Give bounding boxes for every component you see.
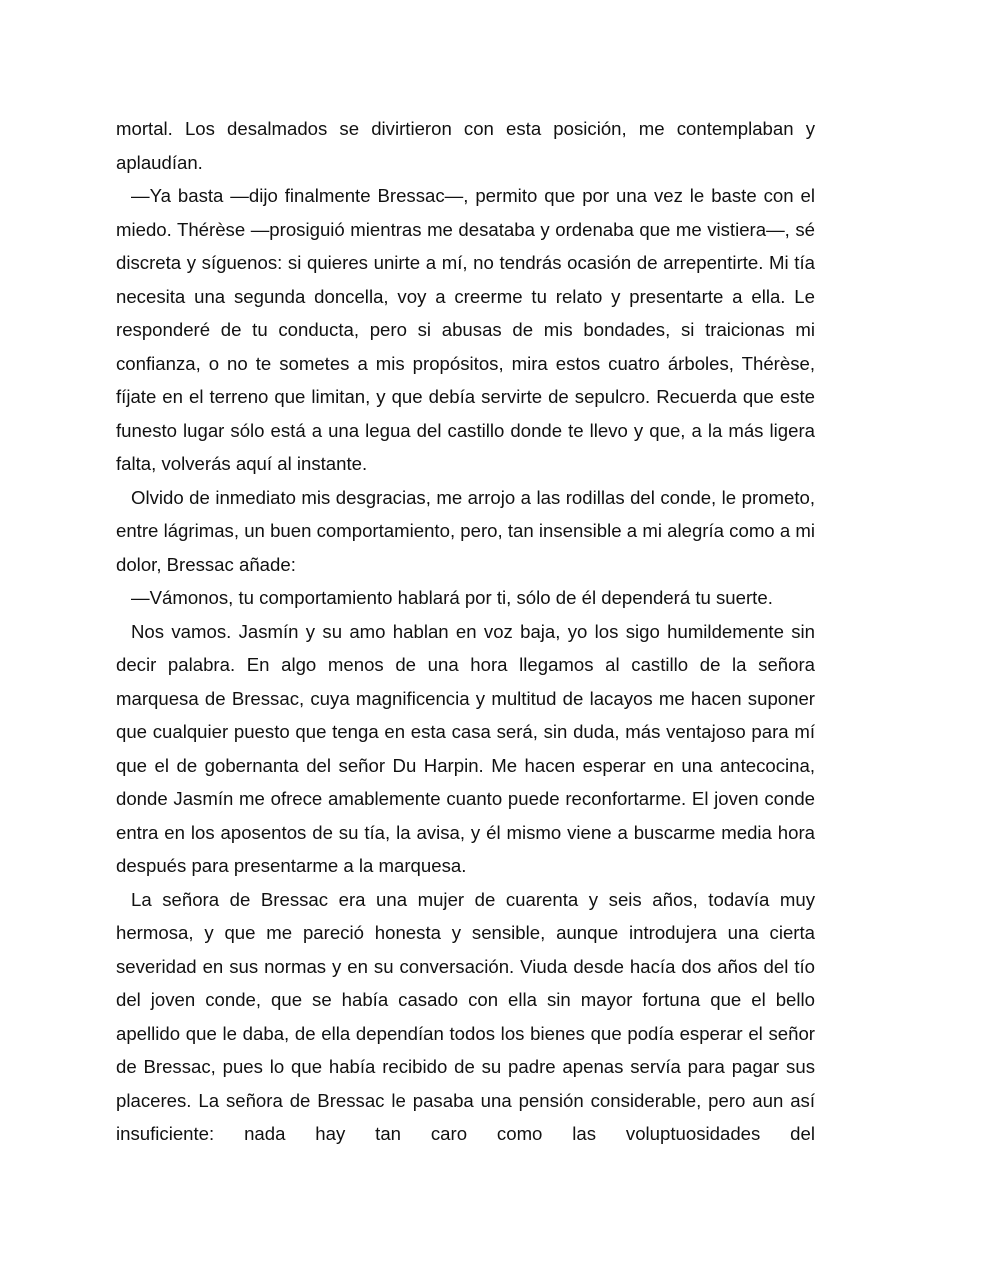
paragraph: mortal. Los desalmados se divirtieron con esta posición, me contemplaban y aplaudían.: [116, 118, 815, 173]
paragraph: —Vámonos, tu comportamiento hablará por ti, sólo de él dependerá tu suerte.: [131, 587, 773, 608]
body-text: [116, 112, 815, 1151]
paragraph: La señora de Bressac era una mujer de cuarenta y seis años, todavía muy hermosa, y que me pareció honesta y sensible, aunque introdujera una cierta severidad en sus normas y en su conversación. Viuda desde hacía dos años del tío del joven conde, que se había casado con ella sin mayor fortuna que el bello apellido que le daba, de ella dependían todos los bienes que podía esperar el señor de Bressac, pues lo que había recibido de su padre apenas servía para pagar sus placeres. La señora de Bressac le pasaba una pensión considerable, pero aun así insuficiente: nada hay tan caro como las voluptuosidades del: [116, 888, 815, 1144]
paragraph: Olvido de inmediato mis desgracias, me arrojo a las rodillas del conde, le prometo, entre lágrimas, un buen comportamiento, pero, tan insensible a mi alegría como a mi dolor, Bressac añade:: [116, 486, 815, 575]
paragraph: Nos vamos. Jasmín y su amo hablan en voz baja, yo los sigo humildemente sin decir palabra. En algo menos de una hora llegamos al castillo de la señora marquesa de Bressac, cuya magnificencia y multitud de lacayos me hacen suponer que cualquier puesto que tenga en esta casa será, sin duda, más ventajoso para mí que el de gobernanta del señor Du Harpin. Me hacen esperar en una antecocina, donde Jasmín me ofrece amablemente cuanto puede reconfortarme. El joven conde entra en los aposentos de su tía, la avisa, y él mismo viene a buscarme media hora después para presentarme a la marquesa.: [116, 620, 815, 876]
paragraph: —Ya basta —dijo finalmente Bressac—, permito que por una vez le baste con el miedo. Thérèse —prosiguió mientras me desataba y ordenaba que me vistiera—, sé discreta y síguenos: si quieres unirte a mí, no tendrás ocasión de arrepentirte. Mi tía necesita una segunda doncella, voy a creerme tu relato y presentarte a ella. Le responderé de tu conducta, pero si abusas de mis bondades, si traicionas mi confianza, o no te sometes a mis propósitos, mira estos cuatro árboles, Thérèse, fíjate en el terreno que limitan, y que debía servirte de sepulcro. Recuerda que este funesto lugar sólo está a una legua del castillo donde te llevo y que, a la más ligera falta, volverás aquí al instante.: [116, 185, 815, 474]
